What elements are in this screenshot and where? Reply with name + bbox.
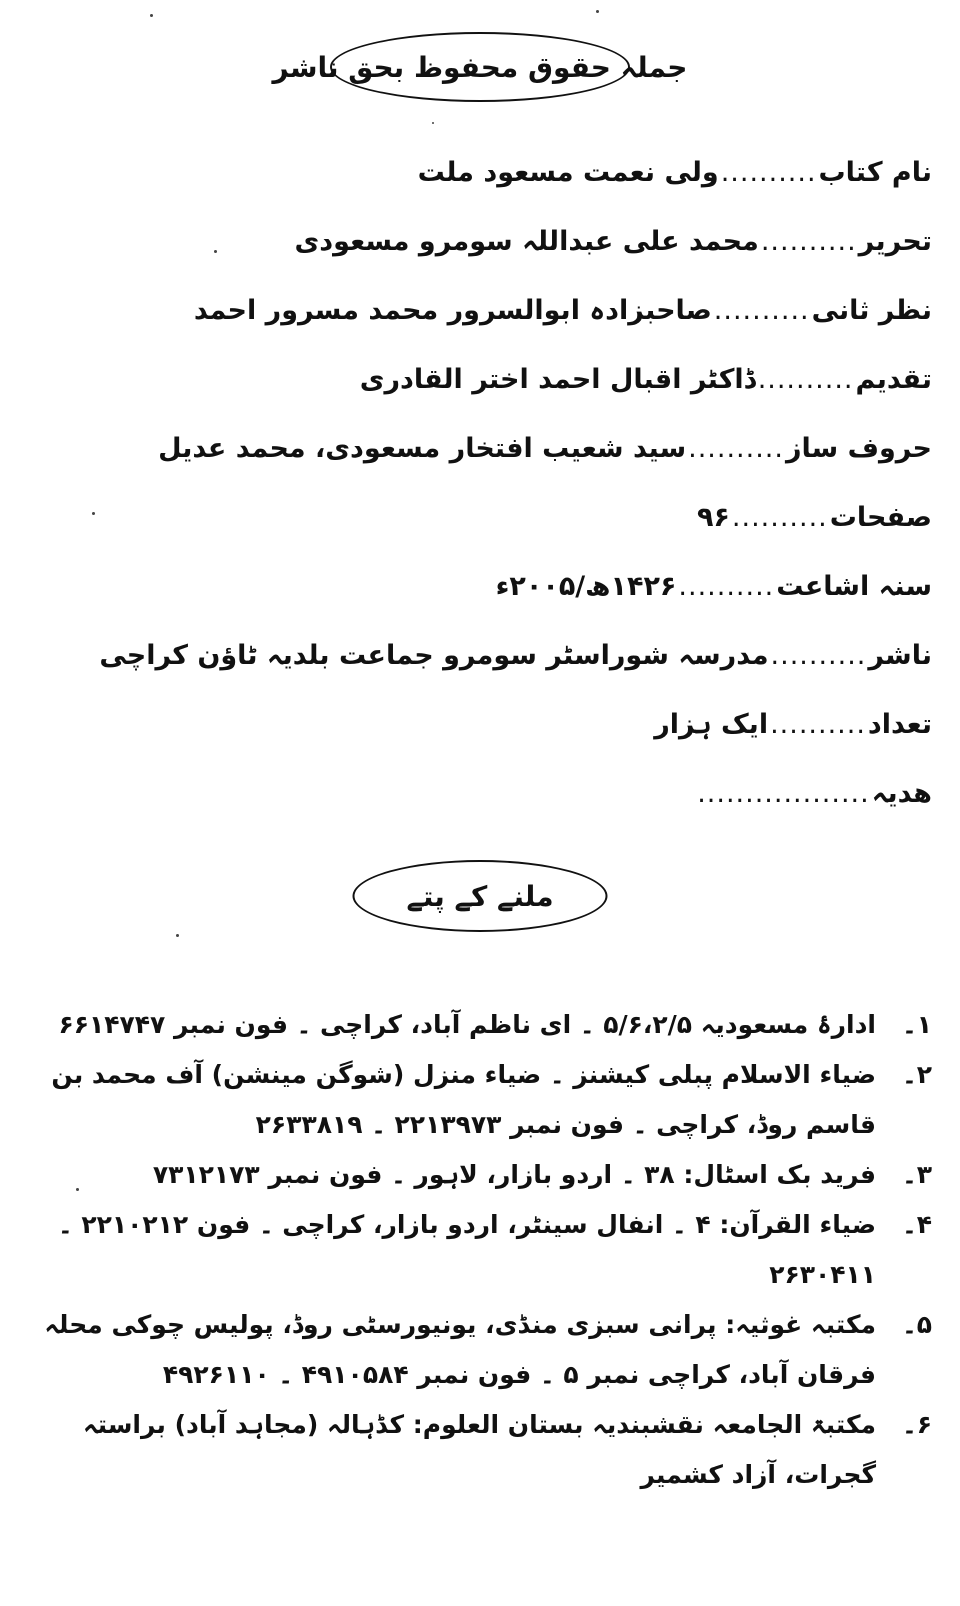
detail-dots: ..........: [760, 226, 857, 257]
address-number: ۴۔: [902, 1210, 932, 1239]
detail-dots: ..........: [720, 157, 817, 188]
scan-speck: [150, 14, 153, 17]
detail-label: تعداد: [867, 709, 932, 740]
detail-value: سید شعیب افتخار مسعودی، محمد عدیل: [158, 433, 687, 464]
address-text: ادارۂ مسعودیہ ۵/۶،۲/۵ ۔ ای ناظم آباد، کراچی ۔ فون نمبر ۶۶۱۴۷۴۷: [58, 1010, 876, 1039]
detail-row-quantity: [0, 690, 960, 759]
detail-value: ڈاکٹر اقبال احمد اختر القادری: [359, 364, 756, 395]
address-item: [0, 1200, 960, 1300]
detail-row-pages: [0, 483, 960, 552]
address-text: ضیاء القرآن: ۴ ۔ انفال سینٹر، اردو بازار، کراچی ۔ فون ۲۲۱۰۲۱۲ ۔ ۲۶۳۰۴۱۱: [57, 1210, 876, 1289]
detail-value: ولی نعمت مسعود ملت: [417, 157, 719, 188]
detail-value: صاحبزادہ ابوالسرور محمد مسرور احمد: [193, 295, 712, 326]
address-number: ۱۔: [902, 1010, 932, 1039]
detail-row-typesetting: [0, 414, 960, 483]
address-text: مکتبۃ الجامعہ نقشبندیہ بستان العلوم: کڈہالہ (مجاہد آباد) براستہ گجرات، آزاد کشمیر: [82, 1410, 876, 1489]
detail-dots: ..........: [770, 709, 866, 740]
address-number: ۳۔: [902, 1160, 932, 1189]
copyright-notice-oval: [272, 32, 688, 102]
address-item: [0, 1150, 960, 1200]
available-at-heading: ملنے کے پتے: [406, 879, 554, 913]
detail-value: ۱۴۲۶ھ/۲۰۰۵ء: [495, 571, 677, 602]
available-at-oval: [353, 860, 608, 932]
detail-label: تحریر: [858, 226, 932, 257]
copyright-notice-text: جملہ حقوق محفوظ بحق ناشر: [272, 50, 688, 84]
detail-row-reviewer: [0, 276, 960, 345]
detail-value: ایک ہزار: [654, 709, 769, 740]
address-number: ۲۔: [902, 1060, 932, 1089]
address-text: ضیاء الاسلام پبلی کیشنز ۔ ضیاء منزل (شوگن مینشن) آف محمد بن قاسم روڈ، کراچی ۔ فون نمبر ۲۲۱۳۹۷۳ ۔ ۲۶۳۳۸۱۹: [51, 1060, 876, 1139]
detail-row-publication-year: [0, 552, 960, 621]
detail-value: مدرسہ شوراسٹر سومرو جماعت بلدیہ ٹاؤن کراچی: [99, 640, 769, 671]
address-item: [0, 1050, 960, 1150]
detail-value: محمد علی عبداللہ سومرو مسعودی: [294, 226, 759, 257]
scan-speck: [596, 10, 599, 13]
detail-value: ۹۶: [696, 502, 730, 533]
detail-label: ھدیہ: [871, 778, 932, 809]
detail-row-publisher: [0, 621, 960, 690]
detail-row-author: [0, 207, 960, 276]
detail-label: حروف ساز: [785, 433, 932, 464]
detail-label: سنہ اشاعت: [776, 571, 932, 602]
detail-dots: ..........: [713, 295, 810, 326]
addresses-list: [0, 1000, 960, 1500]
address-number: ۶۔: [902, 1410, 932, 1439]
detail-row-book-name: [0, 138, 960, 207]
detail-dots: ..........: [731, 502, 828, 533]
address-item: [0, 1400, 960, 1500]
scan-speck: [176, 934, 179, 937]
address-text: مکتبہ غوثیہ: پرانی سبزی منڈی، یونیورسٹی روڈ، پولیس چوکی محلہ فرقان آباد، کراچی نمبر ۵ ۔ فون نمبر ۴۹۱۰۵۸۴ ۔ ۴۹۲۶۱۱۰: [44, 1310, 876, 1389]
address-item: [0, 1300, 960, 1400]
detail-label: نام کتاب: [818, 157, 932, 188]
scan-speck: [432, 122, 434, 124]
book-details-list: [0, 138, 960, 828]
detail-dots: ..................: [697, 778, 870, 809]
detail-dots: ..........: [757, 364, 854, 395]
detail-dots: ..........: [770, 640, 867, 671]
detail-label: ناشر: [868, 640, 932, 671]
detail-row-price: [0, 759, 960, 828]
detail-row-foreword: [0, 345, 960, 414]
address-text: فرید بک اسٹال: ۳۸ ۔ اردو بازار، لاہور ۔ فون نمبر ۷۳۱۲۱۷۳: [152, 1160, 876, 1189]
detail-dots: ..........: [688, 433, 784, 464]
detail-label: نظر ثانی: [811, 295, 932, 326]
address-item: [0, 1000, 960, 1050]
detail-dots: ..........: [678, 571, 775, 602]
address-number: ۵۔: [902, 1310, 932, 1339]
detail-label: صفحات: [829, 502, 932, 533]
detail-label: تقدیم: [855, 364, 932, 395]
